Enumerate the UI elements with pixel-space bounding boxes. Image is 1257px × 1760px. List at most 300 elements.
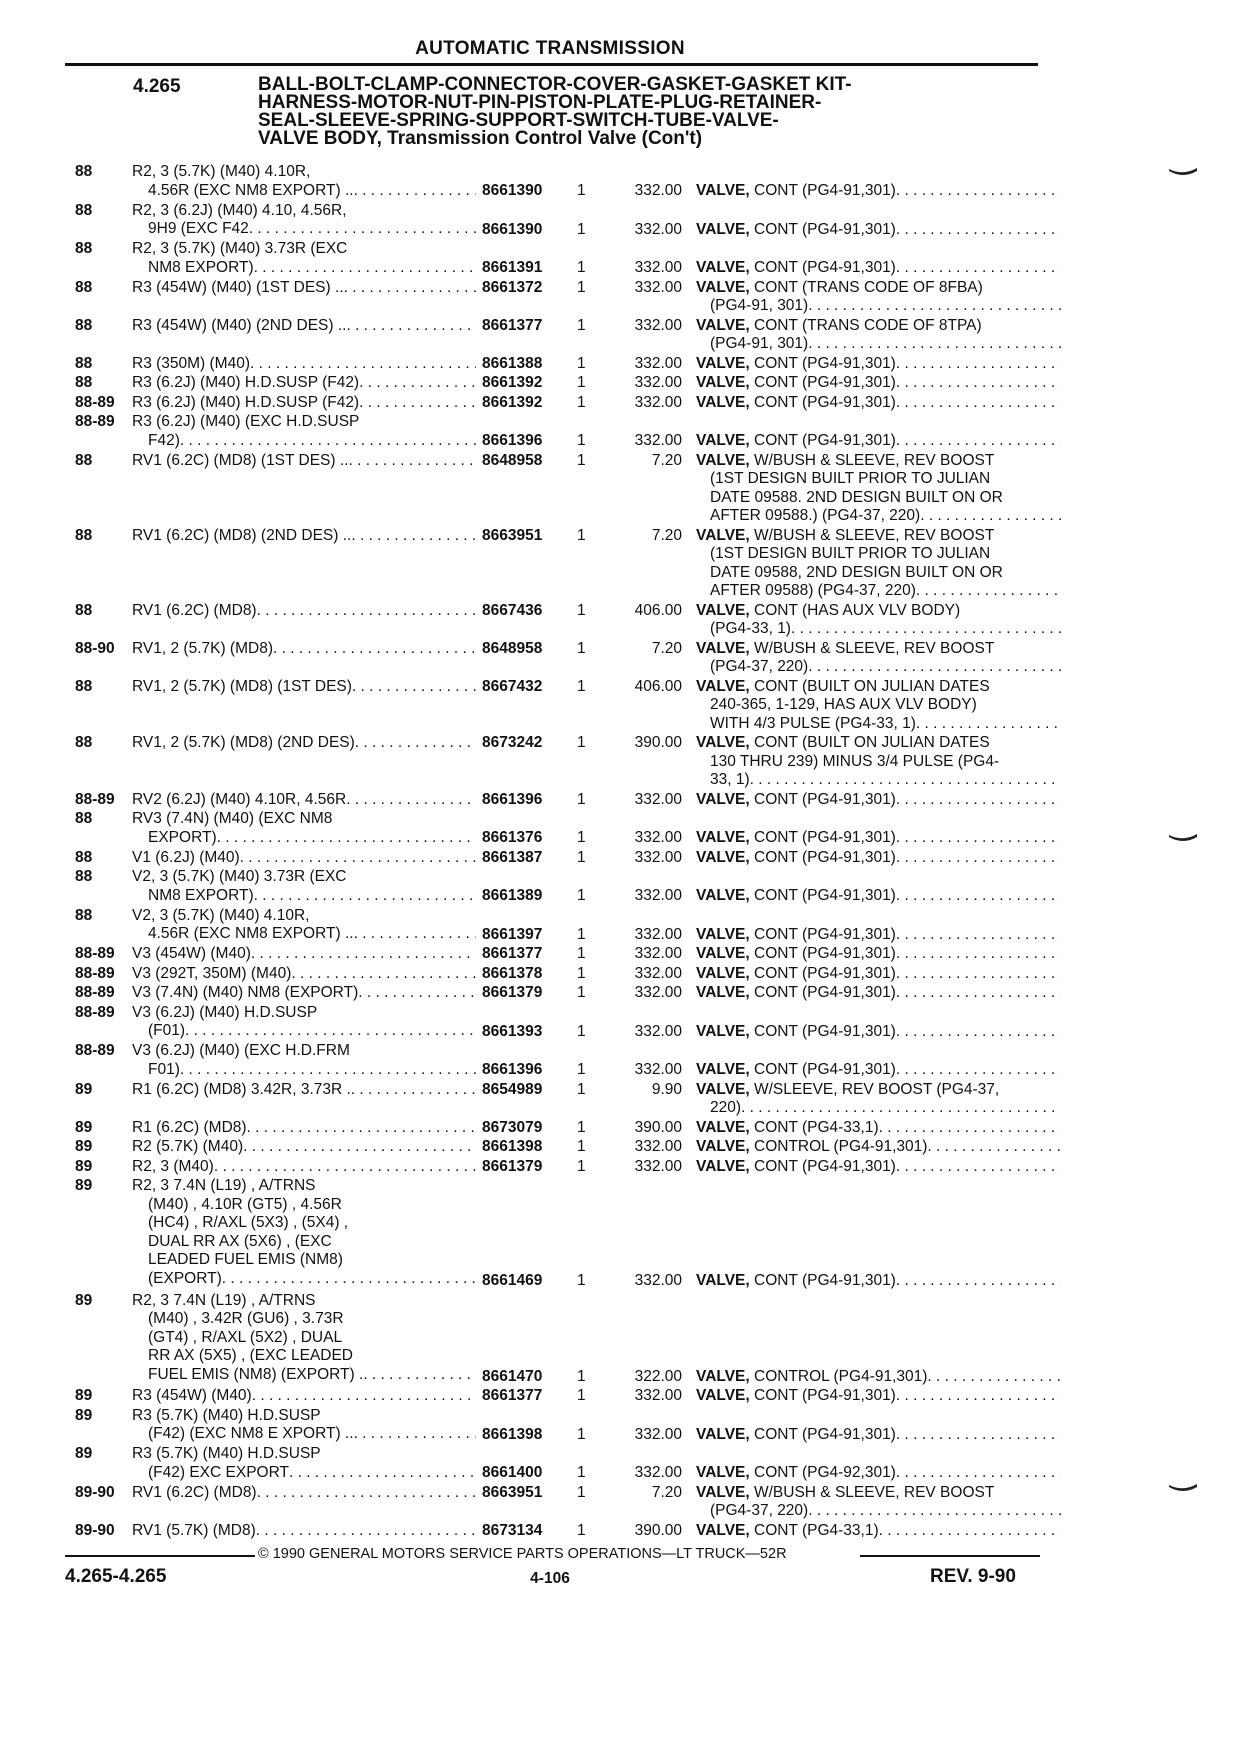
quantity: 1 bbox=[577, 1157, 586, 1175]
footer-rule-left bbox=[65, 1555, 255, 1557]
dot-leader bbox=[346, 317, 476, 336]
dot-leader bbox=[896, 1061, 1061, 1080]
price: 332.00 bbox=[634, 984, 682, 1001]
part-number: 8673134 bbox=[482, 1521, 543, 1539]
application bbox=[132, 317, 482, 336]
description-line: (1ST DESIGN BUILT PRIOR TO JULIAN bbox=[710, 545, 991, 562]
application bbox=[132, 1407, 482, 1444]
model-year: 89 bbox=[75, 1138, 93, 1155]
model-year: 89 bbox=[75, 1406, 93, 1424]
application bbox=[132, 868, 482, 905]
application-line: R1 (6.2C) (MD8) bbox=[132, 1118, 247, 1136]
application-line: (M40) , 3.42R (GU6) , 3.73R bbox=[148, 1310, 344, 1327]
page-number: 4-106 bbox=[530, 1570, 570, 1587]
part-number: 8673242 bbox=[482, 734, 543, 751]
application bbox=[132, 1484, 482, 1503]
application-line: R3 (350M) (M40) bbox=[132, 354, 250, 372]
application-line: RV3 (7.4N) (M40) (EXC NM8 bbox=[132, 810, 333, 827]
price: 332.00 bbox=[634, 1022, 682, 1040]
price: 390.00 bbox=[634, 1521, 682, 1539]
application-line: RR AX (5X5) , (EXC LEADED bbox=[148, 1347, 354, 1364]
parts-row bbox=[75, 163, 1035, 201]
part-number: 8661378 bbox=[482, 964, 543, 982]
price: 332.00 bbox=[634, 829, 682, 846]
dot-leader bbox=[249, 220, 476, 239]
application bbox=[132, 1138, 482, 1157]
parts-row bbox=[75, 734, 1035, 790]
application-line: R2, 3 (5.7K) (M40) 3.73R (EXC bbox=[132, 240, 348, 257]
dot-leader bbox=[750, 771, 1061, 790]
section-title bbox=[258, 76, 1048, 148]
part-number: 8661396 bbox=[482, 790, 543, 808]
application-line: V2, 3 (5.7K) (M40) 3.73R (EXC bbox=[132, 868, 347, 885]
description-line: CONT (PG4-92,301) bbox=[754, 1464, 896, 1481]
description bbox=[696, 527, 1061, 601]
application bbox=[132, 1158, 482, 1177]
description-line: CONT (PG4-91,301) bbox=[754, 1387, 896, 1404]
part-number: 8648958 bbox=[482, 639, 543, 657]
quantity: 1 bbox=[577, 945, 586, 962]
application-line: (M40) , 4.10R (GT5) , 4.56R bbox=[148, 1195, 342, 1213]
description-line: W/BUSH & SLEEVE, REV BOOST bbox=[754, 1483, 995, 1501]
description-line: DATE 09588. 2ND DESIGN BUILT ON OR bbox=[710, 488, 1003, 506]
description bbox=[696, 374, 1061, 393]
description-keyword: VALVE, bbox=[696, 278, 750, 296]
dot-leader bbox=[240, 849, 476, 868]
model-year: 88 bbox=[75, 201, 93, 219]
dot-leader bbox=[808, 1502, 1061, 1521]
description bbox=[696, 829, 1061, 848]
part-number: 8661388 bbox=[482, 354, 543, 372]
model-year: 88 bbox=[75, 810, 93, 827]
description-line: (PG4-91, 301) bbox=[710, 297, 809, 314]
price: 332.00 bbox=[634, 1464, 682, 1481]
model-year: 88-89 bbox=[75, 393, 115, 411]
application-line: R3 (454W) (M40) bbox=[132, 1387, 252, 1404]
dot-leader bbox=[254, 887, 476, 906]
quantity: 1 bbox=[577, 734, 586, 751]
model-year: 88 bbox=[75, 163, 93, 180]
dot-leader bbox=[896, 887, 1061, 906]
description-line: CONT (HAS AUX VLV BODY) bbox=[754, 601, 961, 619]
application bbox=[132, 810, 482, 847]
description-line: CONTROL (PG4-91,301) bbox=[754, 1367, 928, 1385]
description-line: CONT (PG4-91,301) bbox=[754, 1061, 896, 1078]
description bbox=[696, 678, 1061, 734]
description bbox=[696, 1368, 1061, 1387]
application-line: 4.56R (EXC NM8 EXPORT) .. bbox=[148, 181, 354, 199]
description bbox=[696, 259, 1061, 278]
model-year: 88-89 bbox=[75, 413, 115, 430]
parts-row bbox=[75, 849, 1035, 868]
price: 332.00 bbox=[634, 374, 682, 391]
description-keyword: VALVE, bbox=[696, 316, 750, 334]
part-number: 8661396 bbox=[482, 1061, 543, 1078]
application-line: 4.56R (EXC NM8 EXPORT) .. bbox=[148, 925, 354, 942]
description-keyword: VALVE, bbox=[696, 790, 750, 808]
description-line: CONT (PG4-91,301) bbox=[754, 1022, 896, 1040]
model-year: 88 bbox=[75, 451, 93, 469]
dot-leader bbox=[896, 849, 1061, 868]
dot-leader bbox=[808, 297, 1061, 316]
parts-row bbox=[75, 945, 1035, 964]
dot-leader bbox=[896, 945, 1061, 964]
description bbox=[696, 394, 1061, 413]
parts-row bbox=[75, 984, 1035, 1003]
dot-leader bbox=[896, 829, 1061, 848]
model-year: 88 bbox=[75, 526, 93, 544]
description-line: CONT (PG4-91,301) bbox=[754, 848, 896, 866]
model-year: 88 bbox=[75, 354, 93, 372]
parts-row bbox=[75, 394, 1035, 413]
model-year: 89-90 bbox=[75, 1521, 115, 1539]
quantity: 1 bbox=[577, 451, 586, 469]
dot-leader bbox=[344, 279, 476, 298]
application bbox=[132, 1522, 482, 1541]
description bbox=[696, 945, 1061, 964]
title-rule bbox=[65, 63, 1038, 66]
model-year: 88 bbox=[75, 906, 93, 924]
dot-leader bbox=[243, 1138, 476, 1157]
binder-mark bbox=[1168, 1483, 1198, 1493]
application bbox=[132, 527, 482, 546]
application-line: RV1, 2 (5.7K) (MD8) bbox=[132, 639, 273, 657]
part-number: 8661393 bbox=[482, 1022, 543, 1040]
description bbox=[696, 887, 1061, 906]
quantity: 1 bbox=[577, 1521, 586, 1539]
application bbox=[132, 1004, 482, 1041]
part-number: 8661376 bbox=[482, 829, 543, 846]
model-year: 89 bbox=[75, 1080, 93, 1098]
description-line: CONT (BUILT ON JULIAN DATES bbox=[754, 677, 990, 695]
application bbox=[132, 734, 482, 753]
price: 332.00 bbox=[634, 278, 682, 296]
application bbox=[132, 678, 482, 697]
dot-leader bbox=[896, 1023, 1061, 1042]
dot-leader bbox=[346, 791, 476, 810]
quantity: 1 bbox=[577, 887, 586, 904]
description-line: CONT (PG4-91,301) bbox=[754, 1157, 896, 1175]
application-line: (F01) bbox=[148, 1022, 186, 1039]
model-year: 88-89 bbox=[75, 790, 115, 808]
dot-leader bbox=[879, 1522, 1061, 1541]
application-line: R2, 3 (6.2J) (M40) 4.10, 4.56R, bbox=[132, 201, 347, 219]
application-line: RV1, 2 (5.7K) (MD8) (1ST DES) bbox=[132, 677, 352, 695]
price: 390.00 bbox=[634, 1118, 682, 1136]
application-line: DUAL RR AX (5X6) , (EXC bbox=[148, 1232, 332, 1250]
description-keyword: VALVE, bbox=[696, 259, 750, 276]
dot-leader bbox=[289, 1464, 476, 1483]
application bbox=[132, 374, 482, 393]
part-number: 8667436 bbox=[482, 601, 543, 619]
part-number: 8661377 bbox=[482, 316, 543, 334]
price: 9.90 bbox=[651, 1080, 682, 1098]
dot-leader bbox=[185, 1022, 476, 1041]
application-line: V3 (454W) (M40) bbox=[132, 945, 251, 962]
description bbox=[696, 1119, 1061, 1138]
quantity: 1 bbox=[577, 1118, 586, 1136]
part-number: 8663951 bbox=[482, 1483, 543, 1501]
model-year: 89 bbox=[75, 1387, 93, 1404]
application-line: R3 (5.7K) (M40) H.D.SUSP bbox=[132, 1406, 321, 1424]
description-keyword: VALVE, bbox=[696, 526, 750, 544]
description-keyword: VALVE, bbox=[696, 1157, 750, 1175]
dot-leader bbox=[896, 374, 1061, 393]
description-line: CONT (PG4-91,301) bbox=[754, 354, 896, 372]
application-line: V1 (6.2J) (M40) bbox=[132, 848, 240, 866]
model-year: 88-90 bbox=[75, 639, 115, 657]
application bbox=[132, 394, 482, 413]
application-line: R3 (6.2J) (M40) H.D.SUSP (F42) bbox=[132, 393, 360, 411]
description-keyword: VALVE, bbox=[696, 432, 750, 449]
part-number: 8663951 bbox=[482, 526, 543, 544]
application-line: NM8 EXPORT) bbox=[148, 258, 254, 276]
quantity: 1 bbox=[577, 1387, 586, 1404]
description-line: (1ST DESIGN BUILT PRIOR TO JULIAN bbox=[710, 470, 991, 487]
price: 7.20 bbox=[651, 526, 682, 544]
description-keyword: VALVE, bbox=[696, 964, 750, 982]
application bbox=[132, 202, 482, 239]
quantity: 1 bbox=[577, 1138, 586, 1155]
quantity: 1 bbox=[577, 1022, 586, 1040]
model-year: 88 bbox=[75, 677, 93, 695]
dot-leader bbox=[256, 1522, 476, 1541]
model-year: 89 bbox=[75, 1291, 93, 1309]
dot-leader bbox=[291, 965, 476, 984]
price: 332.00 bbox=[634, 432, 682, 449]
description-line: W/BUSH & SLEEVE, REV BOOST bbox=[754, 639, 995, 657]
part-number: 8661470 bbox=[482, 1367, 543, 1385]
parts-row bbox=[75, 1484, 1035, 1521]
parts-row bbox=[75, 1177, 1035, 1291]
part-number: 8661398 bbox=[482, 1425, 543, 1443]
price: 332.00 bbox=[634, 354, 682, 372]
quantity: 1 bbox=[577, 848, 586, 866]
dot-leader bbox=[896, 259, 1061, 278]
description-line: CONT (PG4-91,301) bbox=[754, 1272, 896, 1289]
price: 332.00 bbox=[634, 790, 682, 808]
dot-leader bbox=[896, 791, 1061, 810]
dot-leader bbox=[348, 452, 476, 471]
dot-leader bbox=[251, 945, 476, 964]
description-keyword: VALVE, bbox=[696, 393, 750, 411]
application bbox=[132, 1387, 482, 1406]
description-keyword: VALVE, bbox=[696, 1483, 750, 1501]
parts-row bbox=[75, 907, 1035, 945]
application-line: (HC4) , R/AXL (5X3) , (5X4) , bbox=[148, 1214, 349, 1231]
description-line: CONT (PG4-33,1) bbox=[754, 1118, 879, 1136]
model-year: 89 bbox=[75, 1445, 93, 1462]
description-line: CONT (PG4-33,1) bbox=[754, 1521, 879, 1539]
application-line: R2, 3 (5.7K) (M40) 4.10R, bbox=[132, 163, 311, 180]
application bbox=[132, 907, 482, 944]
quantity: 1 bbox=[577, 432, 586, 449]
application-line: RV1, 2 (5.7K) (MD8) (2ND DES) bbox=[132, 734, 355, 751]
part-number: 8661379 bbox=[482, 1157, 543, 1175]
description-line: 130 THRU 239) MINUS 3/4 PULSE (PG4- bbox=[710, 752, 1000, 770]
price: 332.00 bbox=[634, 1272, 682, 1289]
revision-label: REV. 9-90 bbox=[930, 1566, 1016, 1587]
parts-row bbox=[75, 1138, 1035, 1157]
price: 332.00 bbox=[634, 925, 682, 943]
dot-leader bbox=[896, 965, 1061, 984]
model-year: 88 bbox=[75, 316, 93, 334]
model-year: 89 bbox=[75, 1177, 93, 1194]
description-line: CONT (PG4-91,301) bbox=[754, 432, 896, 449]
part-number: 8661379 bbox=[482, 984, 543, 1001]
application-line: R3 (5.7K) (M40) H.D.SUSP bbox=[132, 1445, 321, 1462]
price: 332.00 bbox=[634, 1425, 682, 1443]
application bbox=[132, 413, 482, 450]
part-number: 8661389 bbox=[482, 887, 543, 904]
quantity: 1 bbox=[577, 316, 586, 334]
description bbox=[696, 452, 1061, 526]
dot-leader bbox=[896, 1387, 1061, 1406]
model-year: 88 bbox=[75, 374, 93, 391]
model-year: 88 bbox=[75, 601, 93, 619]
dot-leader bbox=[896, 1272, 1061, 1291]
price: 332.00 bbox=[634, 1157, 682, 1175]
part-number: 8648958 bbox=[482, 451, 543, 469]
quantity: 1 bbox=[577, 526, 586, 544]
quantity: 1 bbox=[577, 1061, 586, 1078]
dot-leader bbox=[252, 1387, 476, 1406]
application-line: (EXPORT) bbox=[148, 1269, 222, 1287]
description-keyword: VALVE, bbox=[696, 925, 750, 943]
application-line: RV1 (6.2C) (MD8) (1ST DES) .. bbox=[132, 451, 349, 469]
description-line: CONT (PG4-91,301) bbox=[754, 1425, 896, 1443]
part-number: 8661397 bbox=[482, 925, 543, 943]
application-line: R2 (5.7K) (M40) bbox=[132, 1138, 244, 1155]
description bbox=[696, 791, 1061, 810]
dot-leader bbox=[257, 1484, 476, 1503]
section-number: 4.265 bbox=[133, 76, 181, 97]
price: 332.00 bbox=[634, 887, 682, 904]
application-line: V3 (6.2J) (M40) H.D.SUSP bbox=[132, 1003, 318, 1021]
application-line: LEADED FUEL EMIS (NM8) bbox=[148, 1251, 343, 1268]
quantity: 1 bbox=[577, 639, 586, 657]
dot-leader bbox=[896, 355, 1061, 374]
description-keyword: VALVE, bbox=[696, 1464, 750, 1481]
part-number: 8661391 bbox=[482, 259, 543, 276]
description-keyword: VALVE, bbox=[696, 220, 750, 238]
application-line: R3 (454W) (M40) (1ST DES) .. bbox=[132, 278, 344, 296]
part-number: 8661387 bbox=[482, 848, 543, 866]
description bbox=[696, 1484, 1061, 1521]
application-line: FUEL EMIS (NM8) (EXPORT) . bbox=[148, 1365, 364, 1383]
parts-row bbox=[75, 240, 1035, 278]
application-line: F01) bbox=[148, 1060, 180, 1078]
part-number: 8661390 bbox=[482, 220, 543, 238]
description bbox=[696, 1272, 1061, 1291]
dot-leader bbox=[916, 582, 1061, 601]
quantity: 1 bbox=[577, 677, 586, 695]
description-keyword: VALVE, bbox=[696, 734, 750, 751]
model-year: 88-89 bbox=[75, 964, 115, 982]
price: 406.00 bbox=[634, 601, 682, 619]
dot-leader bbox=[354, 925, 476, 944]
description-keyword: VALVE, bbox=[696, 1080, 750, 1098]
dot-leader bbox=[222, 1270, 476, 1289]
model-year: 88 bbox=[75, 734, 93, 751]
parts-row bbox=[75, 602, 1035, 639]
model-year: 88-89 bbox=[75, 984, 115, 1001]
description bbox=[696, 734, 1061, 790]
quantity: 1 bbox=[577, 354, 586, 372]
price: 7.20 bbox=[651, 639, 682, 657]
description-line: CONTROL (PG4-91,301) bbox=[754, 1138, 928, 1155]
price: 332.00 bbox=[634, 259, 682, 276]
parts-row bbox=[75, 452, 1035, 526]
description bbox=[696, 926, 1061, 945]
description bbox=[696, 1138, 1061, 1157]
description-keyword: VALVE, bbox=[696, 984, 750, 1001]
price: 390.00 bbox=[634, 734, 682, 751]
parts-row bbox=[75, 810, 1035, 848]
parts-row bbox=[75, 527, 1035, 601]
part-number: 8661392 bbox=[482, 393, 543, 411]
model-year: 89 bbox=[75, 1118, 93, 1136]
price: 332.00 bbox=[634, 393, 682, 411]
application-line: R2, 3 7.4N (L19) , A/TRNS bbox=[132, 1177, 316, 1194]
description-line: CONT (PG4-91,301) bbox=[754, 925, 896, 943]
application-line: R3 (6.2J) (M40) H.D.SUSP (F42) bbox=[132, 374, 360, 391]
section-title-line: VALVE BODY, Transmission Control Valve (Con't) bbox=[258, 128, 703, 149]
description-keyword: VALVE, bbox=[696, 601, 750, 619]
application-line: V3 (292T, 350M) (M40) bbox=[132, 964, 292, 982]
model-year: 89-90 bbox=[75, 1483, 115, 1501]
description-line: AFTER 09588.) (PG4-37, 220) bbox=[710, 507, 921, 524]
description bbox=[696, 221, 1061, 240]
part-number: 8667432 bbox=[482, 677, 543, 695]
dot-leader bbox=[217, 829, 476, 848]
application-line: R3 (454W) (M40) (2ND DES) .. bbox=[132, 316, 347, 334]
quantity: 1 bbox=[577, 790, 586, 808]
description bbox=[696, 182, 1061, 201]
application bbox=[132, 1042, 482, 1079]
quantity: 1 bbox=[577, 393, 586, 411]
parts-row bbox=[75, 374, 1035, 393]
parts-row bbox=[75, 1292, 1035, 1387]
description-line: 220) bbox=[710, 1099, 742, 1116]
description-line: W/SLEEVE, REV BOOST (PG4-37, bbox=[754, 1080, 1000, 1098]
dot-leader bbox=[355, 734, 476, 753]
description-keyword: VALVE, bbox=[696, 374, 750, 391]
description-keyword: VALVE, bbox=[696, 1138, 750, 1155]
description-line: (PG4-33, 1) bbox=[710, 620, 791, 637]
application-line: R2, 3 7.4N (L19) , A/TRNS bbox=[132, 1291, 316, 1309]
description-keyword: VALVE, bbox=[696, 182, 750, 199]
description bbox=[696, 355, 1061, 374]
application bbox=[132, 945, 482, 964]
dot-leader bbox=[896, 1426, 1061, 1445]
parts-row bbox=[75, 1119, 1035, 1138]
dot-leader bbox=[352, 678, 476, 697]
application bbox=[132, 984, 482, 1003]
description bbox=[696, 279, 1061, 316]
application bbox=[132, 1081, 482, 1100]
application-line: V3 (7.4N) (M40) NM8 (EXPORT) bbox=[132, 984, 359, 1001]
model-year: 89 bbox=[75, 1157, 93, 1175]
application-line: RV2 (6.2J) (M40) 4.10R, 4.56R bbox=[132, 790, 347, 808]
section-range: 4.265-4.265 bbox=[65, 1566, 167, 1587]
dot-leader bbox=[273, 640, 476, 659]
application-line: (F42) (EXC NM8 E XPORT) .. bbox=[148, 1425, 354, 1442]
parts-row bbox=[75, 413, 1035, 451]
application bbox=[132, 1177, 482, 1288]
description-keyword: VALVE, bbox=[696, 1521, 750, 1539]
application-line: RV1 (6.2C) (MD8) bbox=[132, 1483, 257, 1501]
